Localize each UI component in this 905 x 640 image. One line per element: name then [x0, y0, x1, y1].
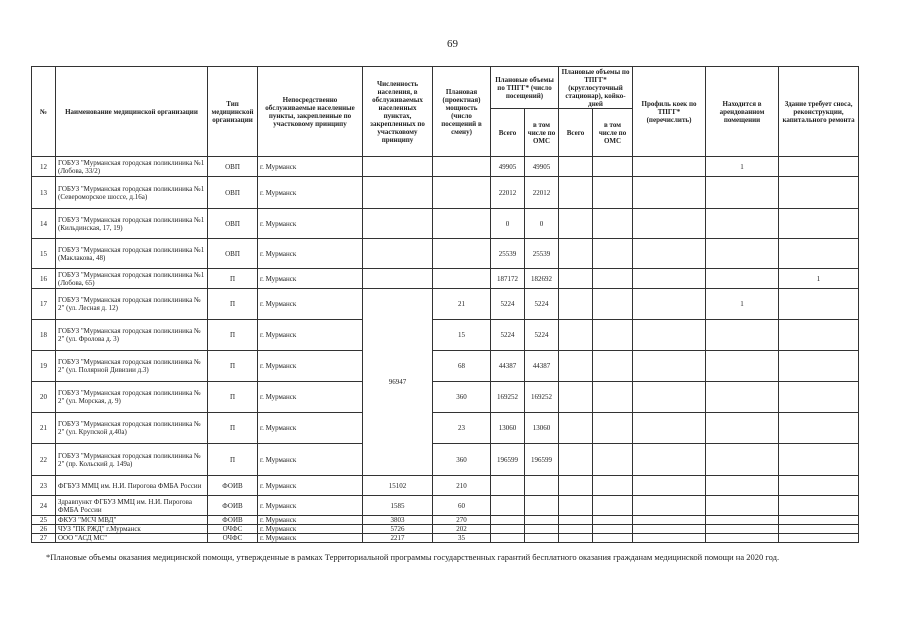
visits-total-cell: 49905	[491, 157, 525, 177]
table-row	[32, 382, 859, 413]
capacity-cell	[433, 239, 491, 269]
demolition-cell	[779, 525, 859, 534]
org-name-cell: ФКУЗ "МСЧ МВД"	[56, 516, 208, 525]
org-type-cell: ФОИВ	[208, 516, 258, 525]
capacity-cell	[433, 209, 491, 239]
leased-cell	[706, 382, 779, 413]
settlement-cell: г. Мурманск	[258, 382, 363, 413]
visits-oms-cell	[525, 516, 559, 525]
bed-oms-cell	[593, 382, 633, 413]
population-cell	[363, 157, 433, 177]
header-leased: Находится в арендованном помещении	[706, 67, 779, 157]
row-number: 23	[32, 476, 56, 496]
leased-cell	[706, 177, 779, 209]
leased-cell	[706, 525, 779, 534]
table-row	[32, 289, 859, 320]
row-number: 13	[32, 177, 56, 209]
bed-total-cell	[559, 534, 593, 543]
leased-cell	[706, 269, 779, 289]
population-cell	[363, 269, 433, 289]
demolition-cell	[779, 320, 859, 351]
settlement-cell: г. Мурманск	[258, 413, 363, 444]
org-type-cell: П	[208, 320, 258, 351]
row-number: 27	[32, 534, 56, 543]
leased-cell	[706, 534, 779, 543]
capacity-cell	[433, 269, 491, 289]
table-row	[32, 269, 859, 289]
org-type-cell: ОЧФС	[208, 534, 258, 543]
org-name-cell: ГОБУЗ "Мурманская городская поликлиника №1 (Лобова, 33/2)	[56, 157, 208, 177]
bed-profile-cell	[633, 157, 706, 177]
org-type-cell: ОЧФС	[208, 525, 258, 534]
settlement-cell: г. Мурманск	[258, 320, 363, 351]
visits-total-cell	[491, 525, 525, 534]
visits-total-cell: 44387	[491, 351, 525, 382]
population-cell: 5726	[363, 525, 433, 534]
header-bed-total: Всего	[559, 109, 593, 157]
population-cell: 3803	[363, 516, 433, 525]
table-row	[32, 157, 859, 177]
bed-profile-cell	[633, 444, 706, 476]
header-bed-oms: в том числе по ОМС	[593, 109, 633, 157]
settlement-cell: г. Мурманск	[258, 269, 363, 289]
bed-total-cell	[559, 413, 593, 444]
leased-cell	[706, 413, 779, 444]
leased-cell: 1	[706, 157, 779, 177]
settlement-cell: г. Мурманск	[258, 289, 363, 320]
settlement-cell: г. Мурманск	[258, 476, 363, 496]
org-name-cell: ГОБУЗ "Мурманская городская поликлиника № 2" (ул. Лесная д. 12)	[56, 289, 208, 320]
org-type-cell: П	[208, 382, 258, 413]
row-number: 15	[32, 239, 56, 269]
bed-profile-cell	[633, 382, 706, 413]
demolition-cell	[779, 351, 859, 382]
population-cell	[363, 239, 433, 269]
bed-total-cell	[559, 476, 593, 496]
header-demolition: Здание требует сноса, реконструкции, капитального ремонта	[779, 67, 859, 157]
bed-total-cell	[559, 320, 593, 351]
org-name-cell: ГОБУЗ "Мурманская городская поликлиника №1 (Маклакова, 48)	[56, 239, 208, 269]
row-number: 26	[32, 525, 56, 534]
bed-oms-cell	[593, 444, 633, 476]
bed-oms-cell	[593, 239, 633, 269]
capacity-cell: 202	[433, 525, 491, 534]
table-row	[32, 525, 859, 534]
visits-oms-cell: 44387	[525, 351, 559, 382]
bed-oms-cell	[593, 289, 633, 320]
row-number: 24	[32, 496, 56, 516]
settlement-cell: г. Мурманск	[258, 534, 363, 543]
visits-total-cell	[491, 534, 525, 543]
header-row	[32, 67, 859, 109]
visits-total-cell: 13060	[491, 413, 525, 444]
population-merged-cell: 96947	[363, 289, 433, 476]
capacity-cell: 360	[433, 444, 491, 476]
settlement-cell: г. Мурманск	[258, 525, 363, 534]
row-number: 19	[32, 351, 56, 382]
row-number: 18	[32, 320, 56, 351]
visits-total-cell: 187172	[491, 269, 525, 289]
bed-total-cell	[559, 239, 593, 269]
demolition-cell	[779, 444, 859, 476]
bed-oms-cell	[593, 534, 633, 543]
bed-profile-cell	[633, 351, 706, 382]
visits-total-cell	[491, 516, 525, 525]
visits-oms-cell: 5224	[525, 289, 559, 320]
org-name-cell: ГОБУЗ "Мурманская городская поликлиника № 2" (ул. Фролова д. 3)	[56, 320, 208, 351]
header-bed-profile: Профиль коек по ТПГГ* (перечислить)	[633, 67, 706, 157]
header-capacity: Плановая (проектная) мощность (число посещений в смену)	[433, 67, 491, 157]
demolition-cell	[779, 209, 859, 239]
bed-oms-cell	[593, 525, 633, 534]
leased-cell	[706, 239, 779, 269]
table-row	[32, 534, 859, 543]
population-cell: 1585	[363, 496, 433, 516]
leased-cell	[706, 476, 779, 496]
demolition-cell	[779, 496, 859, 516]
demolition-cell	[779, 177, 859, 209]
bed-profile-cell	[633, 525, 706, 534]
visits-total-cell: 25539	[491, 239, 525, 269]
capacity-cell: 15	[433, 320, 491, 351]
bed-total-cell	[559, 269, 593, 289]
capacity-cell	[433, 177, 491, 209]
visits-oms-cell	[525, 476, 559, 496]
settlement-cell: г. Мурманск	[258, 157, 363, 177]
visits-oms-cell	[525, 496, 559, 516]
table-row	[32, 444, 859, 476]
org-name-cell: Здравпункт ФГБУЗ ММЦ им. Н.И. Пирогова ФМБА России	[56, 496, 208, 516]
capacity-cell: 35	[433, 534, 491, 543]
row-number: 12	[32, 157, 56, 177]
bed-oms-cell	[593, 269, 633, 289]
leased-cell: 1	[706, 289, 779, 320]
capacity-cell: 60	[433, 496, 491, 516]
table-row	[32, 177, 859, 209]
bed-oms-cell	[593, 209, 633, 239]
visits-total-cell: 196599	[491, 444, 525, 476]
visits-total-cell	[491, 496, 525, 516]
header-visits: Плановые объемы по ТПГГ* (число посещений)	[491, 67, 559, 109]
table-row	[32, 516, 859, 525]
visits-oms-cell: 49905	[525, 157, 559, 177]
capacity-cell: 23	[433, 413, 491, 444]
org-name-cell: ГОБУЗ "Мурманская городская поликлиника № 2" (ул. Полярной Дивизии д.3)	[56, 351, 208, 382]
row-number: 16	[32, 269, 56, 289]
footnote: *Плановые объемы оказания медицинской помощи, утвержденные в рамках Территориальной программы государственных гарантий бесплатного оказания гражданам медицинской помощи на 2020 год.	[46, 552, 780, 562]
table-row	[32, 209, 859, 239]
header-settlements: Непосредственно обслуживаемые населенные пункты, закрепленные по участковому принципу	[258, 67, 363, 157]
header-population: Численность населения, в обслуживаемых населенных пунктах, закрепленных по участковому принципу	[363, 67, 433, 157]
demolition-cell	[779, 413, 859, 444]
bed-profile-cell	[633, 413, 706, 444]
bed-oms-cell	[593, 177, 633, 209]
visits-oms-cell: 169252	[525, 382, 559, 413]
bed-profile-cell	[633, 269, 706, 289]
visits-total-cell: 5224	[491, 320, 525, 351]
org-name-cell: ГОБУЗ "Мурманская городская поликлиника № 2" (ул. Морская, д. 9)	[56, 382, 208, 413]
bed-profile-cell	[633, 289, 706, 320]
table-row	[32, 496, 859, 516]
visits-oms-cell: 182692	[525, 269, 559, 289]
demolition-cell	[779, 516, 859, 525]
population-cell	[363, 209, 433, 239]
visits-oms-cell: 13060	[525, 413, 559, 444]
population-cell: 15102	[363, 476, 433, 496]
org-type-cell: ОВП	[208, 209, 258, 239]
org-type-cell: ОВП	[208, 177, 258, 209]
org-type-cell: П	[208, 269, 258, 289]
bed-oms-cell	[593, 320, 633, 351]
header-org-type: Тип медицинской организации	[208, 67, 258, 157]
bed-oms-cell	[593, 516, 633, 525]
bed-total-cell	[559, 496, 593, 516]
bed-total-cell	[559, 444, 593, 476]
header-visits-total: Всего	[491, 109, 525, 157]
bed-profile-cell	[633, 239, 706, 269]
bed-total-cell	[559, 351, 593, 382]
bed-total-cell	[559, 525, 593, 534]
table-body	[32, 157, 859, 543]
org-type-cell: П	[208, 351, 258, 382]
org-name-cell: ГОБУЗ "Мурманская городская поликлиника № 2" (пр. Кольский д. 149а)	[56, 444, 208, 476]
table-row	[32, 239, 859, 269]
bed-oms-cell	[593, 476, 633, 496]
capacity-cell: 21	[433, 289, 491, 320]
visits-oms-cell	[525, 534, 559, 543]
bed-profile-cell	[633, 320, 706, 351]
population-cell	[363, 177, 433, 209]
row-number: 21	[32, 413, 56, 444]
capacity-cell: 68	[433, 351, 491, 382]
bed-total-cell	[559, 209, 593, 239]
org-name-cell: ГОБУЗ "Мурманская городская поликлиника №1 (Лобова, 65)	[56, 269, 208, 289]
org-name-cell: ГОБУЗ "Мурманская городская поликлиника №1 (Кильдинская, 17, 19)	[56, 209, 208, 239]
visits-total-cell	[491, 476, 525, 496]
bed-profile-cell	[633, 534, 706, 543]
bed-oms-cell	[593, 413, 633, 444]
leased-cell	[706, 516, 779, 525]
visits-total-cell: 5224	[491, 289, 525, 320]
visits-oms-cell: 5224	[525, 320, 559, 351]
org-name-cell: ФГБУЗ ММЦ им. Н.И. Пирогова ФМБА России	[56, 476, 208, 496]
leased-cell	[706, 209, 779, 239]
row-number: 25	[32, 516, 56, 525]
org-type-cell: ОВП	[208, 239, 258, 269]
settlement-cell: г. Мурманск	[258, 496, 363, 516]
leased-cell	[706, 351, 779, 382]
visits-total-cell: 0	[491, 209, 525, 239]
header-visits-oms: в том числе по ОМС	[525, 109, 559, 157]
demolition-cell	[779, 239, 859, 269]
org-name-cell: ООО "АСД МС"	[56, 534, 208, 543]
settlement-cell: г. Мурманск	[258, 516, 363, 525]
org-type-cell: П	[208, 413, 258, 444]
visits-oms-cell: 196599	[525, 444, 559, 476]
demolition-cell	[779, 157, 859, 177]
bed-total-cell	[559, 382, 593, 413]
capacity-cell	[433, 157, 491, 177]
visits-total-cell: 22012	[491, 177, 525, 209]
demolition-cell	[779, 289, 859, 320]
bed-oms-cell	[593, 157, 633, 177]
visits-oms-cell: 22012	[525, 177, 559, 209]
row-number: 14	[32, 209, 56, 239]
bed-profile-cell	[633, 476, 706, 496]
page-number: 69	[447, 38, 458, 50]
bed-total-cell	[559, 177, 593, 209]
demolition-cell: 1	[779, 269, 859, 289]
population-cell: 2217	[363, 534, 433, 543]
row-number: 17	[32, 289, 56, 320]
bed-profile-cell	[633, 177, 706, 209]
row-number: 20	[32, 382, 56, 413]
bed-profile-cell	[633, 516, 706, 525]
settlement-cell: г. Мурманск	[258, 177, 363, 209]
medical-organizations-table	[31, 66, 859, 543]
bed-profile-cell	[633, 209, 706, 239]
leased-cell	[706, 496, 779, 516]
visits-oms-cell	[525, 525, 559, 534]
table-row	[32, 351, 859, 382]
bed-profile-cell	[633, 496, 706, 516]
settlement-cell: г. Мурманск	[258, 209, 363, 239]
bed-oms-cell	[593, 496, 633, 516]
org-type-cell: ФОИВ	[208, 476, 258, 496]
table-row	[32, 476, 859, 496]
leased-cell	[706, 444, 779, 476]
org-type-cell: П	[208, 444, 258, 476]
bed-total-cell	[559, 289, 593, 320]
row-number: 22	[32, 444, 56, 476]
visits-oms-cell: 0	[525, 209, 559, 239]
bed-total-cell	[559, 157, 593, 177]
org-name-cell: ГОБУЗ "Мурманская городская поликлиника № 2" (ул. Крупской д.40а)	[56, 413, 208, 444]
settlement-cell: г. Мурманск	[258, 351, 363, 382]
header-num: №	[32, 67, 56, 157]
settlement-cell: г. Мурманск	[258, 239, 363, 269]
org-name-cell: ГОБУЗ "Мурманская городская поликлиника №1 (Североморское шоссе, д.16а)	[56, 177, 208, 209]
capacity-cell: 210	[433, 476, 491, 496]
header-org-name: Наименование медицинской организации	[56, 67, 208, 157]
demolition-cell	[779, 382, 859, 413]
org-name-cell: ЧУЗ "ПК РЖД" г.Мурманск	[56, 525, 208, 534]
leased-cell	[706, 320, 779, 351]
settlement-cell: г. Мурманск	[258, 444, 363, 476]
org-type-cell: ОВП	[208, 157, 258, 177]
bed-total-cell	[559, 516, 593, 525]
capacity-cell: 360	[433, 382, 491, 413]
bed-oms-cell	[593, 351, 633, 382]
org-type-cell: ФОИВ	[208, 496, 258, 516]
visits-total-cell: 169252	[491, 382, 525, 413]
header-bed-days: Плановые объемы по ТПГГ* (круглосуточный стационар), койко-дней	[559, 67, 633, 109]
visits-oms-cell: 25539	[525, 239, 559, 269]
demolition-cell	[779, 534, 859, 543]
org-type-cell: П	[208, 289, 258, 320]
capacity-cell: 270	[433, 516, 491, 525]
demolition-cell	[779, 476, 859, 496]
table-row	[32, 320, 859, 351]
table-row	[32, 413, 859, 444]
